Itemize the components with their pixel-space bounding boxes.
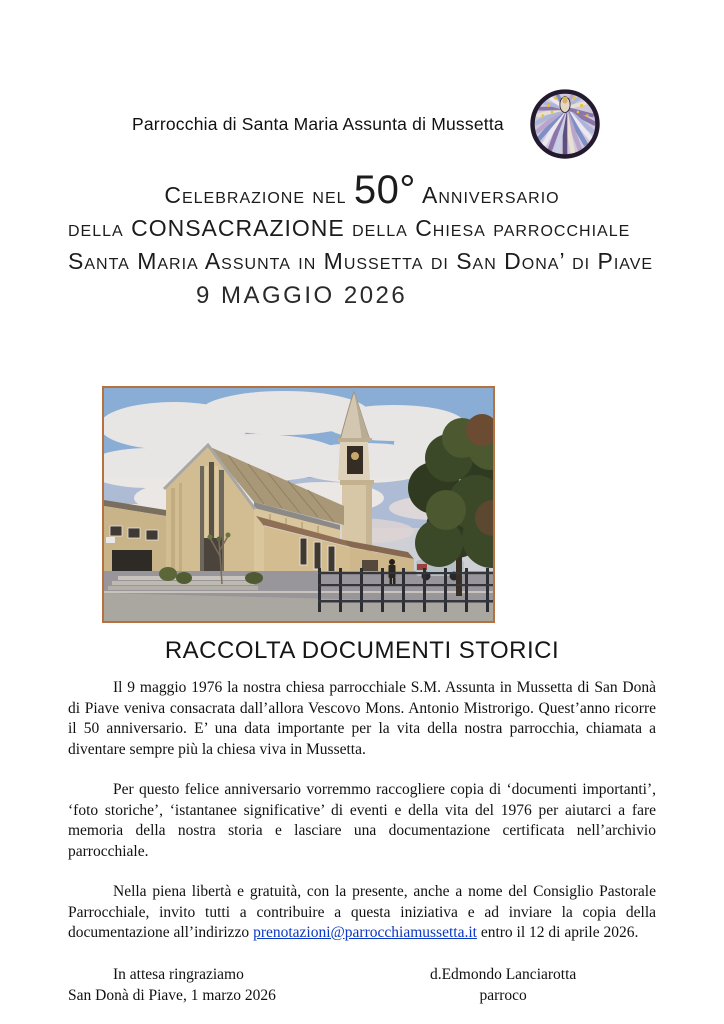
paragraph-request: Per questo felice anniversario vorremmo raccogliere copia di ‘documenti importanti’, ‘foto storiche’, ‘istantanee significative’ di eventi e della vita del 1976 per aiutarci a fare memoria della nostra storia e lasciare una documentazione certificata nell’archivio parrocchiale.	[68, 781, 656, 860]
title-line1-pre: Celebrazione nel	[164, 182, 354, 208]
title-block	[68, 168, 656, 314]
parish-name: Parrocchia di Santa Maria Assunta di Mussetta	[132, 113, 504, 134]
title-anniversary-number: 50°	[353, 168, 416, 212]
email-link[interactable]: prenotazioni@parrocchiamussetta.it	[253, 924, 477, 941]
event-date: 9 MAGGIO 2026	[196, 282, 408, 309]
title-line-anniversary	[68, 168, 656, 212]
closing-thanks: In attesa ringraziamo	[113, 965, 244, 983]
signer-name: d.Edmondo Lanciarotta	[429, 965, 577, 983]
closing-left	[68, 964, 374, 1006]
title-line-consecration: della CONSACRAZIONE della Chiesa parrocchiale	[68, 215, 631, 241]
paragraph-invitation	[68, 882, 656, 944]
church-photo-frame	[102, 386, 495, 623]
signer-role: parroco	[479, 986, 527, 1004]
document-header	[68, 86, 656, 162]
closing-block	[68, 964, 656, 1006]
church-photo	[102, 386, 495, 623]
title-line1-post: Anniversario	[415, 182, 560, 208]
stained-glass-rose-window-icon	[528, 86, 602, 162]
paragraph-invitation-pre: Nella piena libertà e gratuità, con la presente, anche a nome del Consiglio Pastorale Parrocchiale, invito tutti a contribuire a questa iniziativa e ad inviare la copia della documentazione all’indirizzo	[68, 883, 656, 941]
paragraph-history: Il 9 maggio 1976 la nostra chiesa parrocchiale S.M. Assunta in Mussetta di San Donà di Piave veniva consacrata dall’allora Vescovo Mons. Antonio Mistrorigo. Quest’anno ricorre il 50 anniversario. E’ una data importante per la vita della nostra parrocchia, chiamata a diventare sempre più la chiesa viva in Mussetta.	[68, 679, 656, 758]
paragraph-invitation-post: entro il 12 di aprile 2026.	[476, 924, 639, 941]
section-heading: RACCOLTA DOCUMENTI STORICI	[164, 637, 560, 664]
closing-signature	[374, 964, 633, 1006]
title-line-church-name: Santa Maria Assunta in Mussetta di San Dona’ di Piave	[68, 248, 654, 274]
closing-place-date: San Donà di Piave, 1 marzo 2026	[68, 986, 276, 1004]
